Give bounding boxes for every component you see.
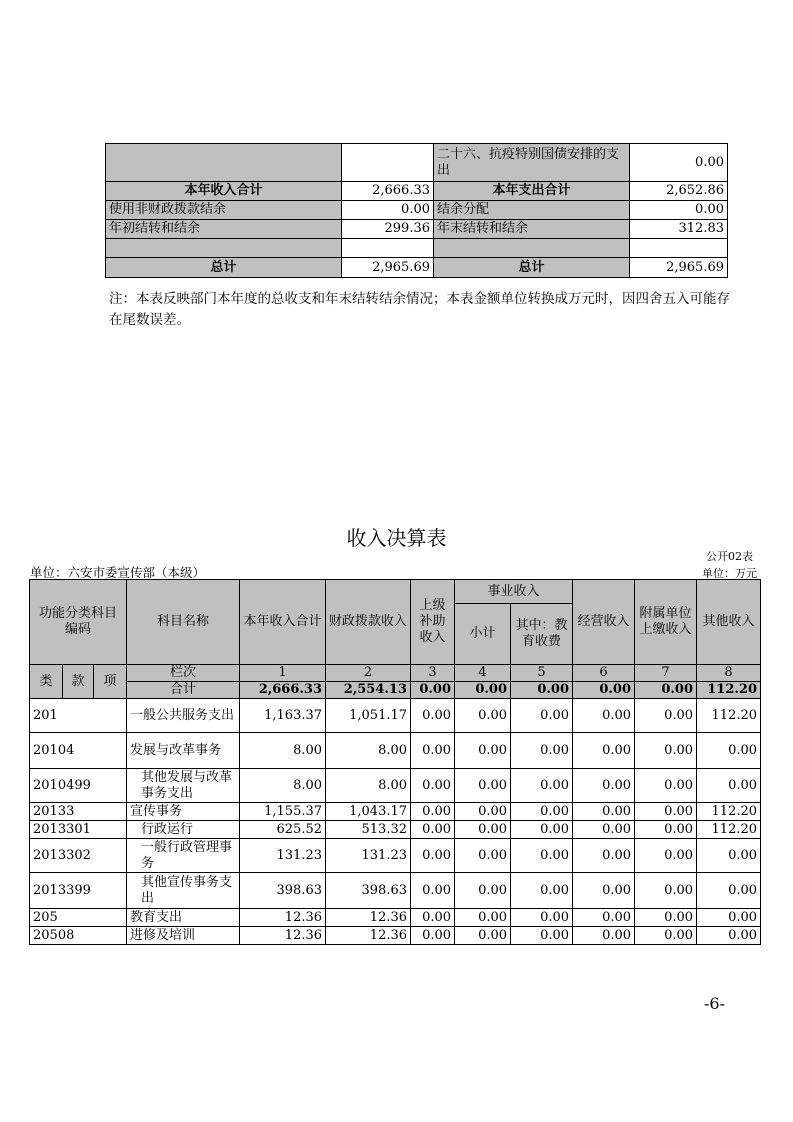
summary-row	[106, 220, 728, 239]
header-column-label: 栏次	[127, 665, 240, 682]
row-value: 1,163.37	[240, 699, 326, 733]
row-value: 0.00	[455, 803, 511, 821]
col-num: 6	[573, 665, 635, 682]
row-value: 0.00	[573, 821, 635, 839]
summary-row	[106, 258, 728, 278]
row-value: 0.00	[411, 839, 455, 873]
col-num: 8	[697, 665, 761, 682]
summary-left-value: 2,965.69	[342, 258, 434, 278]
row-code: 20133	[30, 803, 127, 821]
row-subject-name: 进修及培训	[127, 927, 240, 945]
row-subject-name: 一般行政管理事务	[127, 839, 240, 873]
row-value: 0.00	[635, 769, 697, 803]
summary-left-label: 总计	[106, 258, 342, 278]
row-value: 0.00	[455, 873, 511, 909]
summary-left-label: 使用非财政拨款结余	[106, 201, 342, 220]
summary-right-label: 本年支出合计	[434, 182, 630, 201]
row-subject-name: 其他发展与改革事务支出	[127, 769, 240, 803]
table-row	[30, 927, 761, 945]
form-code: 公开02表	[706, 550, 753, 563]
summary-table	[105, 143, 728, 278]
total-value: 0.00	[573, 682, 635, 699]
summary-right-value	[630, 239, 728, 258]
summary-row	[106, 144, 728, 182]
row-subject-name: 其他宣传事务支出	[127, 873, 240, 909]
header-of-which-edu: 其中：教育收费	[511, 604, 573, 665]
row-value: 0.00	[697, 873, 761, 909]
header-xiang: 项	[94, 665, 127, 699]
row-value: 0.00	[573, 839, 635, 873]
row-value: 0.00	[455, 909, 511, 927]
row-value: 12.36	[326, 909, 411, 927]
summary-left-value	[342, 144, 434, 182]
table-row	[30, 873, 761, 909]
summary-right-label: 总计	[434, 258, 630, 278]
row-value: 8.00	[326, 769, 411, 803]
row-value: 0.00	[635, 699, 697, 733]
summary-left-label: 年初结转和结余	[106, 220, 342, 239]
row-value: 0.00	[511, 733, 573, 769]
page-title: 收入决算表	[346, 526, 447, 550]
row-value: 0.00	[411, 733, 455, 769]
unit-currency: 单位：万元	[702, 567, 757, 580]
row-value: 0.00	[635, 909, 697, 927]
row-value: 0.00	[635, 803, 697, 821]
total-value: 112.20	[697, 682, 761, 699]
row-value: 0.00	[573, 699, 635, 733]
row-value: 0.00	[511, 909, 573, 927]
row-value: 131.23	[240, 839, 326, 873]
row-value: 0.00	[635, 873, 697, 909]
unit-organization: 单位：六安市委宣传部（本级）	[30, 565, 206, 580]
row-subject-name: 行政运行	[127, 821, 240, 839]
summary-row	[106, 239, 728, 258]
row-value: 8.00	[326, 733, 411, 769]
row-subject-name: 发展与改革事务	[127, 733, 240, 769]
row-value: 0.00	[635, 821, 697, 839]
summary-right-label: 年末结转和结余	[434, 220, 630, 239]
row-code: 2013302	[30, 839, 127, 873]
row-value: 0.00	[455, 699, 511, 733]
table-row	[30, 733, 761, 769]
row-value: 0.00	[573, 769, 635, 803]
summary-right-value: 312.83	[630, 220, 728, 239]
row-value: 625.52	[240, 821, 326, 839]
row-value: 0.00	[511, 927, 573, 945]
table-row	[30, 803, 761, 821]
row-value: 0.00	[455, 927, 511, 945]
summary-left-value: 0.00	[342, 201, 434, 220]
row-value: 0.00	[455, 733, 511, 769]
row-value: 0.00	[511, 821, 573, 839]
row-value: 0.00	[411, 803, 455, 821]
table-row	[30, 909, 761, 927]
row-value: 131.23	[326, 839, 411, 873]
table-row	[30, 821, 761, 839]
total-value: 2,554.13	[326, 682, 411, 699]
total-value: 0.00	[411, 682, 455, 699]
row-value: 0.00	[411, 699, 455, 733]
row-value: 0.00	[455, 839, 511, 873]
table-row	[30, 769, 761, 803]
row-code: 2013399	[30, 873, 127, 909]
row-value: 0.00	[697, 733, 761, 769]
total-row	[30, 682, 761, 699]
summary-left-label	[106, 144, 342, 182]
table-row	[30, 839, 761, 873]
col-num: 3	[411, 665, 455, 682]
table-row	[30, 699, 761, 733]
row-value: 0.00	[635, 733, 697, 769]
row-value: 0.00	[573, 927, 635, 945]
row-value: 112.20	[697, 821, 761, 839]
row-value: 513.32	[326, 821, 411, 839]
row-value: 0.00	[697, 769, 761, 803]
row-code: 20104	[30, 733, 127, 769]
row-value: 0.00	[411, 909, 455, 927]
summary-right-label: 二十六、抗疫特别国债安排的支出	[434, 144, 630, 182]
row-value: 0.00	[573, 909, 635, 927]
summary-row	[106, 182, 728, 201]
header-func-code: 功能分类科目编码	[30, 580, 127, 665]
row-value: 8.00	[240, 769, 326, 803]
summary-left-value	[342, 239, 434, 258]
row-value: 12.36	[240, 927, 326, 945]
row-value: 1,043.17	[326, 803, 411, 821]
row-value: 0.00	[511, 839, 573, 873]
row-subject-name: 教育支出	[127, 909, 240, 927]
row-code: 205	[30, 909, 127, 927]
row-value: 112.20	[697, 803, 761, 821]
row-value: 0.00	[411, 927, 455, 945]
col-num: 7	[635, 665, 697, 682]
row-value: 0.00	[411, 821, 455, 839]
summary-right-value: 0.00	[630, 144, 728, 182]
col-num: 1	[240, 665, 326, 682]
header-operating: 经营收入	[573, 580, 635, 665]
row-value: 0.00	[511, 803, 573, 821]
summary-right-label	[434, 239, 630, 258]
summary-right-value: 0.00	[630, 201, 728, 220]
row-value: 0.00	[573, 733, 635, 769]
row-value: 1,155.37	[240, 803, 326, 821]
summary-row	[106, 201, 728, 220]
row-value: 0.00	[455, 769, 511, 803]
total-label: 合计	[127, 682, 240, 699]
row-value: 0.00	[511, 769, 573, 803]
header-lei: 类	[30, 665, 63, 699]
row-value: 0.00	[411, 873, 455, 909]
row-value: 0.00	[411, 769, 455, 803]
row-code: 2013301	[30, 821, 127, 839]
row-value: 112.20	[697, 699, 761, 733]
summary-right-label: 结余分配	[434, 201, 630, 220]
row-value: 1,051.17	[326, 699, 411, 733]
row-value: 0.00	[573, 803, 635, 821]
col-num: 2	[326, 665, 411, 682]
row-value: 12.36	[326, 927, 411, 945]
row-value: 0.00	[635, 839, 697, 873]
total-value: 0.00	[455, 682, 511, 699]
row-code: 2010499	[30, 769, 127, 803]
row-value: 0.00	[511, 873, 573, 909]
row-value: 8.00	[240, 733, 326, 769]
header-business-income: 事业收入	[455, 580, 573, 604]
row-value: 398.63	[240, 873, 326, 909]
header-kuan: 款	[63, 665, 94, 699]
page-number: -6-	[704, 994, 725, 1013]
summary-right-value: 2,652.86	[630, 182, 728, 201]
summary-left-label	[106, 239, 342, 258]
header-upper-subsidy: 上级补助收入	[411, 580, 455, 665]
total-value: 2,666.33	[240, 682, 326, 699]
total-value: 0.00	[511, 682, 573, 699]
header-other: 其他收入	[697, 580, 761, 665]
row-value: 0.00	[511, 699, 573, 733]
summary-left-value: 299.36	[342, 220, 434, 239]
col-num: 4	[455, 665, 511, 682]
header-subtotal: 小计	[455, 604, 511, 665]
header-affiliated: 附属单位上缴收入	[635, 580, 697, 665]
row-value: 0.00	[697, 839, 761, 873]
row-value: 0.00	[697, 927, 761, 945]
header-subject-name: 科目名称	[127, 580, 240, 665]
row-value: 398.63	[326, 873, 411, 909]
row-value: 0.00	[635, 927, 697, 945]
row-code: 201	[30, 699, 127, 733]
row-value: 0.00	[697, 909, 761, 927]
row-value: 0.00	[455, 821, 511, 839]
row-value: 0.00	[573, 873, 635, 909]
total-value: 0.00	[635, 682, 697, 699]
header-fiscal: 财政拨款收入	[326, 580, 411, 665]
summary-left-label: 本年收入合计	[106, 182, 342, 201]
row-value: 12.36	[240, 909, 326, 927]
summary-right-value: 2,965.69	[630, 258, 728, 278]
row-subject-name: 宣传事务	[127, 803, 240, 821]
table-note: 注：本表反映部门本年度的总收支和年末结转结余情况；本表金额单位转换成万元时，因四舍五入可能存在尾数误差。	[109, 291, 730, 328]
summary-left-value: 2,666.33	[342, 182, 434, 201]
header-total-income: 本年收入合计	[240, 580, 326, 665]
row-subject-name: 一般公共服务支出	[127, 699, 240, 733]
row-code: 20508	[30, 927, 127, 945]
income-table	[29, 579, 761, 945]
col-num: 5	[511, 665, 573, 682]
